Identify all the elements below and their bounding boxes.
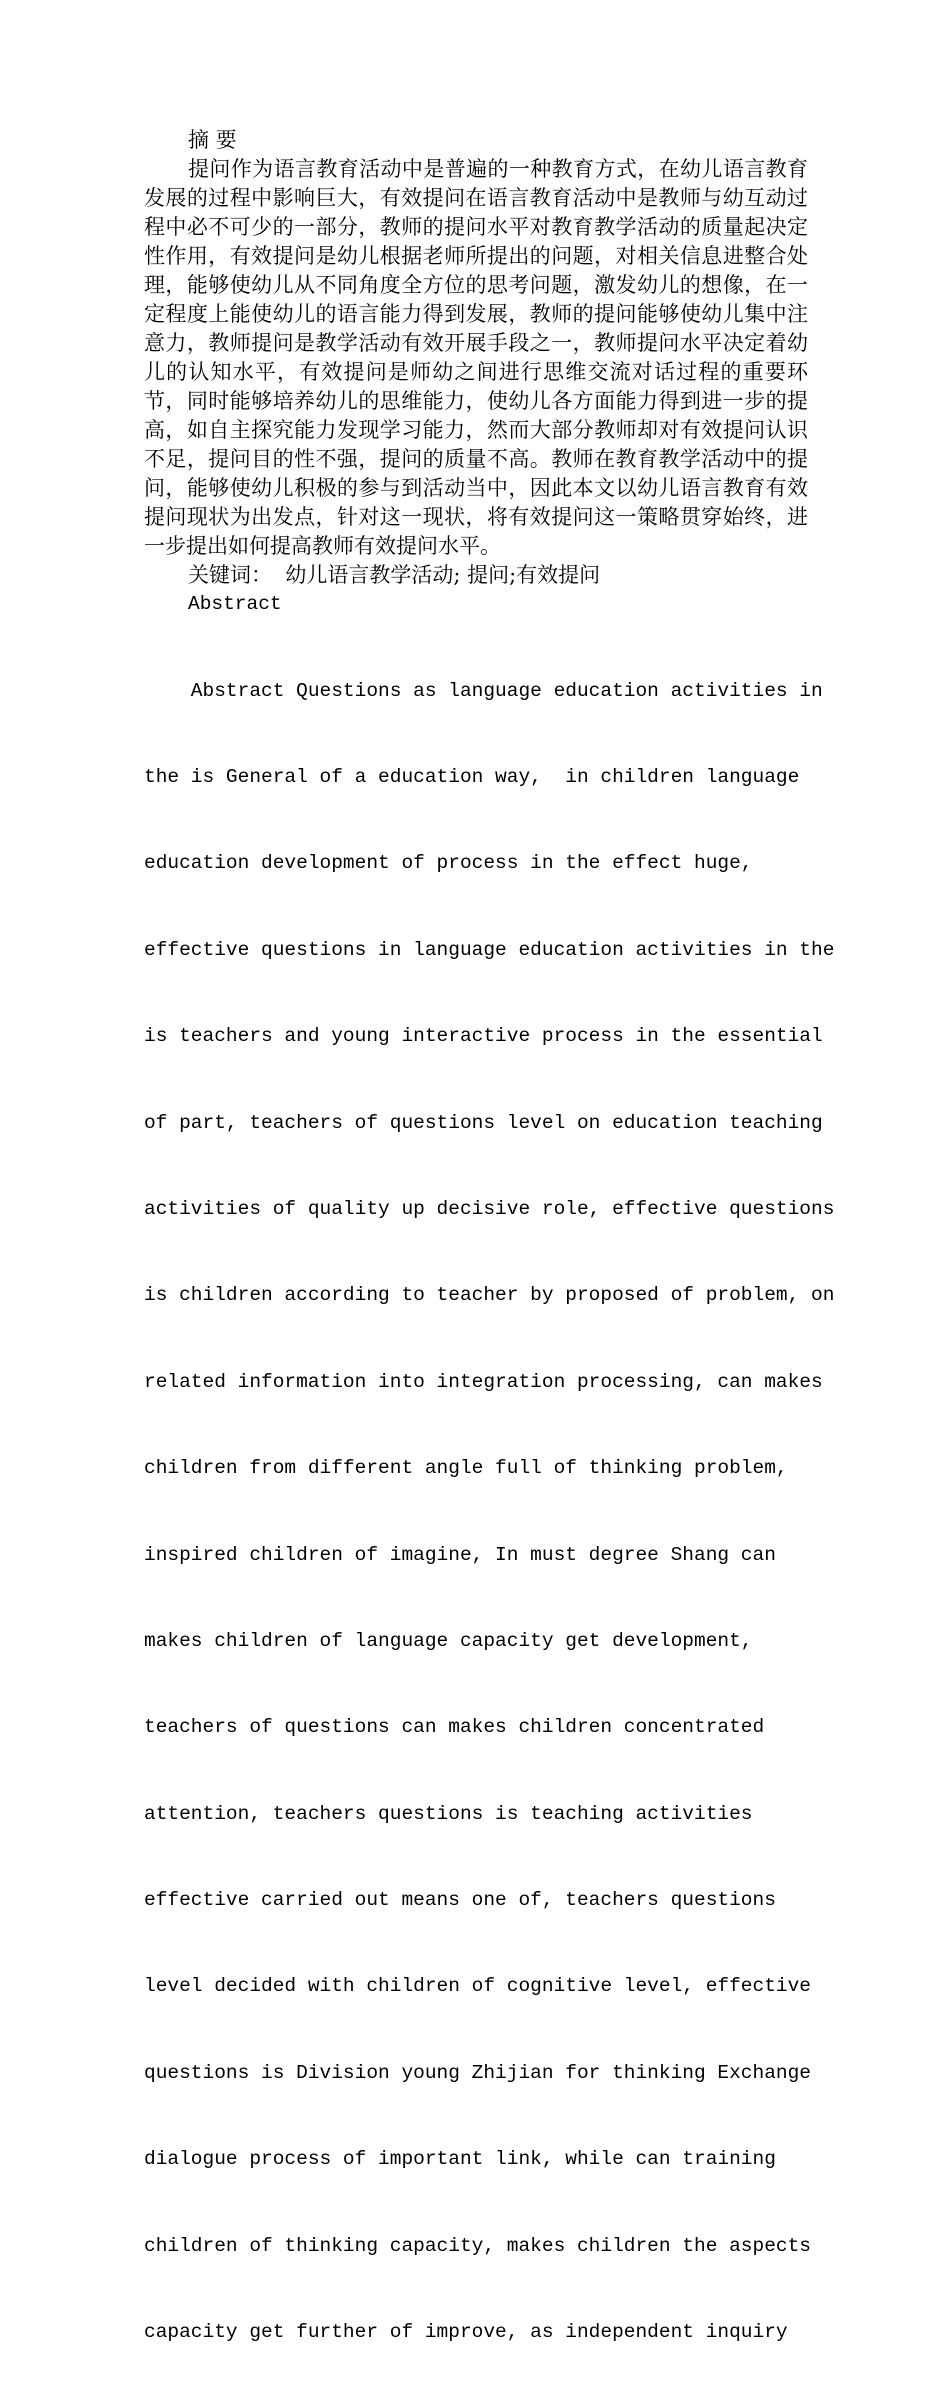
abstract-en-line: effective questions in language education activities in the [144,938,835,961]
abstract-en-line: inspired children of imagine, In must degree Shang can [144,1543,776,1566]
abstract-en-line: is teachers and young interactive process in the essential [144,1025,823,1048]
abstract-en-line: activities of quality up decisive role, effective questions [144,1197,835,1220]
abstract-en-line: Abstract Questions as language education activities in [144,679,823,702]
abstract-en-body [144,619,835,2404]
abstract-en-line: teachers of questions can makes children concentrated [144,1716,765,1739]
abstract-en-line: the is General of a education way, in children language [144,765,800,788]
abstract-en-line: education development of process in the effect huge, [144,852,753,875]
abstract-en-heading: Abstract [188,593,282,615]
abstract-en-line: dialogue process of important link, while can training [144,2148,776,2171]
abstract-en-line: is children according to teacher by proposed of problem, on [144,1284,835,1307]
abstract-en-line: children of thinking capacity, makes children the aspects [144,2234,812,2257]
abstract-cn-heading: 摘 要 [188,128,237,152]
abstract-en-line: related information into integration processing, can makes [144,1370,823,1393]
abstract-en-line: children from different angle full of thinking problem, [144,1457,788,1480]
abstract-en-line: attention, teachers questions is teaching activities [144,1802,753,1825]
abstract-en-line: effective carried out means one of, teachers questions [144,1889,776,1912]
abstract-en-line: makes children of language capacity get development, [144,1629,753,1652]
abstract-en-line: level decided with children of cognitive level, effective [144,1975,812,1998]
abstract-en-line: capacity get further of improve, as independent inquiry [144,2321,788,2344]
abstract-en-line: questions is Division young Zhijian for thinking Exchange [144,2061,812,2084]
keywords-line: 关键词： 幼儿语言教学活动; 提问;有效提问 [188,563,601,587]
abstract-en-line: of part, teachers of questions level on education teaching [144,1111,823,1134]
abstract-cn-body: 提问作为语言教育活动中是普遍的一种教育方式，在幼儿语言教育发展的过程中影响巨大，有效提问在语言教育活动中是教师与幼互动过程中必不可少的一部分，教师的提问水平对教育教学活动的质量起决定性作用，有效提问是幼儿根据老师所提出的问题，对相关信息进整合处理，能够使幼儿从不同角度全方位的思考问题，激发幼儿的想像，在一定程度上能使幼儿的语言能力得到发展，教师的提问能够使幼儿集中注意力，教师提问是教学活动有效开展手段之一，教师提问水平决定着幼儿的认知水平，有效提问是师幼之间进行思维交流对话过程的重要环节，同时能够培养幼儿的思维能力，使幼儿各方面能力得到进一步的提高，如自主探究能力发现学习能力，然而大部分教师却对有效提问认识不足，提问目的性不强，提问的质量不高。教师在教育教学活动中的提问，能够使幼儿积极的参与到活动当中，因此本文以幼儿语言教育有效提问现状为出发点，针对这一现状，将有效提问这一策略贯穿始终，进一步提出如何提高教师有效提问水平。 [144,157,808,558]
document-content [144,126,835,2404]
